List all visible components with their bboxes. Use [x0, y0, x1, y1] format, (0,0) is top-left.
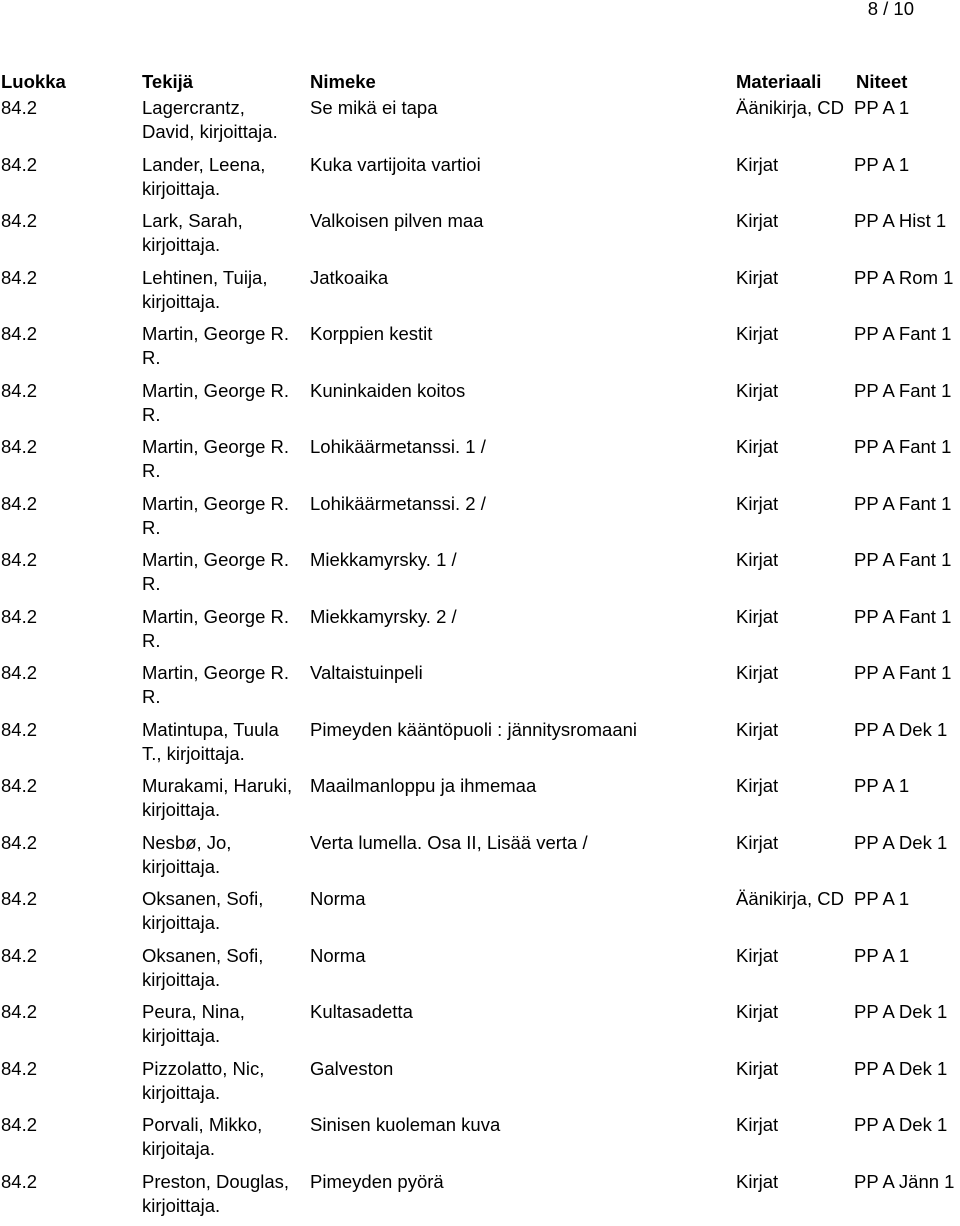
tekija-line-1: Martin, George R.	[142, 605, 302, 629]
cell-niteet: PP A Dek 1	[854, 1113, 960, 1137]
cell-niteet: PP A Fant 1	[854, 661, 960, 685]
tekija-line-2: David, kirjoittaja.	[142, 120, 302, 144]
table-row	[1, 1170, 959, 1226]
tekija-line-1: Lagercrantz,	[142, 96, 302, 120]
cell-niteet: PP A 1	[854, 774, 960, 798]
cell-tekija	[142, 1000, 302, 1048]
tekija-line-1: Martin, George R.	[142, 379, 302, 403]
tekija-line-2: kirjoitaja.	[142, 1137, 302, 1161]
cell-luokka: 84.2	[1, 435, 121, 459]
cell-niteet: PP A Hist 1	[854, 209, 960, 233]
cell-materiaali: Kirjat	[736, 209, 856, 233]
cell-niteet: PP A Fant 1	[854, 435, 960, 459]
cell-nimeke: Galveston	[310, 1057, 730, 1081]
cell-niteet: PP A Fant 1	[854, 322, 960, 346]
header-materiaali: Materiaali	[736, 70, 856, 94]
cell-tekija	[142, 774, 302, 822]
cell-materiaali: Kirjat	[736, 718, 856, 742]
cell-tekija	[142, 322, 302, 370]
cell-materiaali: Kirjat	[736, 1000, 856, 1024]
tekija-line-1: Martin, George R.	[142, 435, 302, 459]
cell-materiaali: Kirjat	[736, 492, 856, 516]
cell-luokka: 84.2	[1, 379, 121, 403]
cell-nimeke: Se mikä ei tapa	[310, 96, 730, 120]
cell-niteet: PP A Dek 1	[854, 1057, 960, 1081]
cell-materiaali: Äänikirja, CD	[736, 96, 856, 120]
cell-materiaali: Kirjat	[736, 322, 856, 346]
cell-tekija	[142, 548, 302, 596]
cell-niteet: PP A Fant 1	[854, 379, 960, 403]
cell-niteet: PP A Jänn 1	[854, 1170, 960, 1194]
cell-luokka: 84.2	[1, 1057, 121, 1081]
cell-nimeke: Sinisen kuoleman kuva	[310, 1113, 730, 1137]
cell-tekija	[142, 266, 302, 314]
header-tekija: Tekijä	[142, 70, 302, 94]
table-row	[1, 548, 959, 605]
tekija-line-1: Martin, George R.	[142, 548, 302, 572]
cell-niteet: PP A Dek 1	[854, 1000, 960, 1024]
cell-luokka: 84.2	[1, 266, 121, 290]
cell-luokka: 84.2	[1, 605, 121, 629]
cell-nimeke: Pimeyden kääntöpuoli : jännitysromaani	[310, 718, 730, 742]
cell-niteet: PP A 1	[854, 944, 960, 968]
cell-materiaali: Kirjat	[736, 435, 856, 459]
tekija-line-2: R.	[142, 459, 302, 483]
cell-nimeke: Miekkamyrsky. 1 /	[310, 548, 730, 572]
tekija-line-2: R.	[142, 572, 302, 596]
tekija-line-1: Martin, George R.	[142, 322, 302, 346]
cell-luokka: 84.2	[1, 492, 121, 516]
cell-luokka: 84.2	[1, 944, 121, 968]
header-niteet: Niteet	[856, 70, 960, 94]
tekija-line-1: Porvali, Mikko,	[142, 1113, 302, 1137]
tekija-line-2: kirjoittaja.	[142, 798, 302, 822]
cell-luokka: 84.2	[1, 718, 121, 742]
cell-luokka: 84.2	[1, 831, 121, 855]
cell-luokka: 84.2	[1, 153, 121, 177]
cell-tekija	[142, 153, 302, 201]
cell-nimeke: Norma	[310, 887, 730, 911]
table-row	[1, 718, 959, 775]
tekija-line-1: Matintupa, Tuula	[142, 718, 302, 742]
cell-tekija	[142, 1057, 302, 1105]
cell-nimeke: Miekkamyrsky. 2 /	[310, 605, 730, 629]
cell-materiaali: Kirjat	[736, 605, 856, 629]
cell-tekija	[142, 605, 302, 653]
cell-materiaali: Kirjat	[736, 1057, 856, 1081]
cell-niteet: PP A 1	[854, 887, 960, 911]
table-row	[1, 153, 959, 210]
cell-luokka: 84.2	[1, 1000, 121, 1024]
cell-tekija	[142, 1113, 302, 1161]
tekija-line-1: Peura, Nina,	[142, 1000, 302, 1024]
table-row	[1, 322, 959, 379]
cell-niteet: PP A Dek 1	[854, 718, 960, 742]
tekija-line-2: kirjoittaja.	[142, 1194, 302, 1218]
cell-materiaali: Kirjat	[736, 831, 856, 855]
table-row	[1, 831, 959, 888]
tekija-line-2: R.	[142, 346, 302, 370]
cell-nimeke: Lohikäärmetanssi. 2 /	[310, 492, 730, 516]
cell-materiaali: Kirjat	[736, 548, 856, 572]
cell-tekija	[142, 887, 302, 935]
table-row	[1, 1000, 959, 1057]
cell-nimeke: Verta lumella. Osa II, Lisää verta /	[310, 831, 730, 855]
cell-tekija	[142, 209, 302, 257]
cell-materiaali: Kirjat	[736, 379, 856, 403]
page-number: 8 / 10	[868, 0, 914, 21]
tekija-line-2: R.	[142, 685, 302, 709]
tekija-line-1: Lehtinen, Tuija,	[142, 266, 302, 290]
cell-niteet: PP A 1	[854, 96, 960, 120]
table-header-row	[1, 70, 959, 96]
tekija-line-1: Pizzolatto, Nic,	[142, 1057, 302, 1081]
tekija-line-1: Preston, Douglas,	[142, 1170, 302, 1194]
cell-luokka: 84.2	[1, 96, 121, 120]
cell-tekija	[142, 435, 302, 483]
cell-luokka: 84.2	[1, 322, 121, 346]
cell-niteet: PP A Fant 1	[854, 548, 960, 572]
tekija-line-1: Nesbø, Jo,	[142, 831, 302, 855]
table-row	[1, 944, 959, 1001]
tekija-line-2: kirjoittaja.	[142, 968, 302, 992]
table-row	[1, 661, 959, 718]
cell-nimeke: Kultasadetta	[310, 1000, 730, 1024]
tekija-line-1: Martin, George R.	[142, 492, 302, 516]
table-row	[1, 266, 959, 323]
tekija-line-1: Oksanen, Sofi,	[142, 887, 302, 911]
cell-nimeke: Lohikäärmetanssi. 1 /	[310, 435, 730, 459]
cell-nimeke: Valkoisen pilven maa	[310, 209, 730, 233]
cell-luokka: 84.2	[1, 774, 121, 798]
tekija-line-2: R.	[142, 403, 302, 427]
cell-nimeke: Norma	[310, 944, 730, 968]
tekija-line-2: R.	[142, 516, 302, 540]
catalog-table	[1, 70, 959, 1226]
cell-nimeke: Valtaistuinpeli	[310, 661, 730, 685]
cell-tekija	[142, 718, 302, 766]
cell-nimeke: Jatkoaika	[310, 266, 730, 290]
cell-niteet: PP A 1	[854, 153, 960, 177]
tekija-line-2: T., kirjoittaja.	[142, 742, 302, 766]
tekija-line-2: kirjoittaja.	[142, 1081, 302, 1105]
cell-niteet: PP A Rom 1	[854, 266, 960, 290]
cell-tekija	[142, 831, 302, 879]
tekija-line-1: Oksanen, Sofi,	[142, 944, 302, 968]
cell-nimeke: Kuninkaiden koitos	[310, 379, 730, 403]
cell-materiaali: Kirjat	[736, 1113, 856, 1137]
cell-nimeke: Korppien kestit	[310, 322, 730, 346]
cell-luokka: 84.2	[1, 661, 121, 685]
table-row	[1, 209, 959, 266]
table-row	[1, 1113, 959, 1170]
cell-luokka: 84.2	[1, 887, 121, 911]
tekija-line-2: kirjoittaja.	[142, 855, 302, 879]
tekija-line-2: kirjoittaja.	[142, 911, 302, 935]
table-row	[1, 379, 959, 436]
table-row	[1, 887, 959, 944]
tekija-line-1: Murakami, Haruki,	[142, 774, 302, 798]
cell-tekija	[142, 492, 302, 540]
cell-nimeke: Maailmanloppu ja ihmemaa	[310, 774, 730, 798]
tekija-line-1: Lander, Leena,	[142, 153, 302, 177]
cell-luokka: 84.2	[1, 548, 121, 572]
cell-tekija	[142, 944, 302, 992]
cell-tekija	[142, 1170, 302, 1218]
table-row	[1, 96, 959, 153]
cell-tekija	[142, 661, 302, 709]
cell-tekija	[142, 96, 302, 144]
cell-luokka: 84.2	[1, 1170, 121, 1194]
cell-nimeke: Kuka vartijoita vartioi	[310, 153, 730, 177]
cell-materiaali: Kirjat	[736, 153, 856, 177]
table-row	[1, 435, 959, 492]
cell-tekija	[142, 379, 302, 427]
tekija-line-1: Martin, George R.	[142, 661, 302, 685]
cell-luokka: 84.2	[1, 209, 121, 233]
cell-materiaali: Kirjat	[736, 774, 856, 798]
cell-niteet: PP A Dek 1	[854, 831, 960, 855]
cell-materiaali: Kirjat	[736, 661, 856, 685]
table-row	[1, 774, 959, 831]
tekija-line-2: kirjoittaja.	[142, 177, 302, 201]
tekija-line-2: kirjoittaja.	[142, 233, 302, 257]
table-row	[1, 492, 959, 549]
header-luokka: Luokka	[1, 70, 121, 94]
tekija-line-2: kirjoittaja.	[142, 1024, 302, 1048]
table-body	[1, 96, 959, 1226]
cell-materiaali: Kirjat	[736, 944, 856, 968]
cell-materiaali: Kirjat	[736, 266, 856, 290]
tekija-line-1: Lark, Sarah,	[142, 209, 302, 233]
tekija-line-2: R.	[142, 629, 302, 653]
cell-materiaali: Äänikirja, CD	[736, 887, 856, 911]
cell-luokka: 84.2	[1, 1113, 121, 1137]
cell-niteet: PP A Fant 1	[854, 492, 960, 516]
table-row	[1, 605, 959, 662]
header-nimeke: Nimeke	[310, 70, 730, 94]
cell-niteet: PP A Fant 1	[854, 605, 960, 629]
tekija-line-2: kirjoittaja.	[142, 290, 302, 314]
table-row	[1, 1057, 959, 1114]
cell-materiaali: Kirjat	[736, 1170, 856, 1194]
cell-nimeke: Pimeyden pyörä	[310, 1170, 730, 1194]
